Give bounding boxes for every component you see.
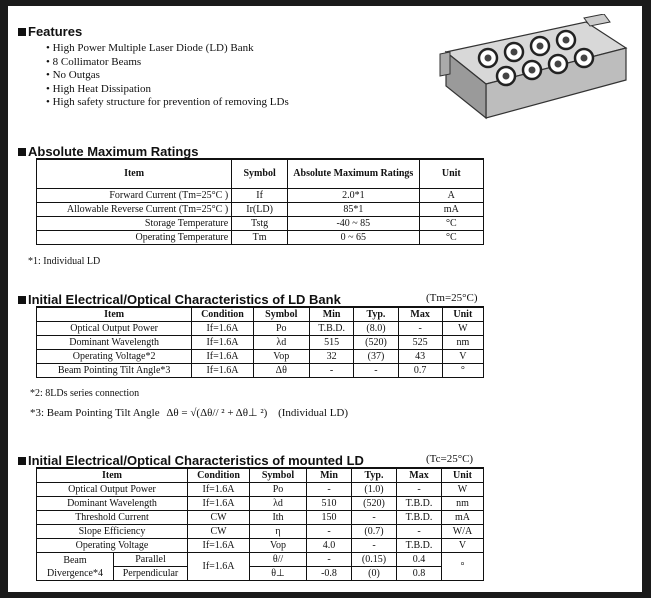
table-row: Dominant Wavelength If=1.6A λd 515 (520) 525 nm xyxy=(37,336,484,350)
table-row: Forward Current (Tm=25°C ) If 2.0*1 A xyxy=(37,189,484,203)
col-header: Item xyxy=(37,159,232,189)
table-row: Perpendicular θ⊥ -0.8 (0) 0.8 xyxy=(37,567,484,581)
table-row: Operating Voltage*2 If=1.6A Vop 32 (37) 43 V xyxy=(37,350,484,364)
table-row: Threshold Current CW Ith 150 - T.B.D. mA xyxy=(37,511,484,525)
table-row: Slope Efficiency CW η - (0.7) - W/A xyxy=(37,525,484,539)
feature-item: • No Outgas xyxy=(46,69,289,83)
square-bullet-icon xyxy=(18,28,26,36)
ld-bank-temp: (Tm=25°C) xyxy=(426,292,478,304)
ld-bank-product-image xyxy=(426,14,636,124)
col-header: Symbol xyxy=(232,159,288,189)
table-row: Dominant Wavelength If=1.6A λd 510 (520) T.B.D. nm xyxy=(37,497,484,511)
ld-bank-title: Initial Electrical/Optical Characteristics of LD Bank xyxy=(18,292,341,307)
table-row: Optical Output Power If=1.6A Po - (1.0) - W xyxy=(37,483,484,497)
ld-bank-note3: *3: Beam Pointing Tilt Angle Δθ = √(Δθ// ² + Δθ⊥ ²) (Individual LD) xyxy=(30,407,349,419)
abs-max-title: Absolute Maximum Ratings xyxy=(18,144,198,159)
table-row: Storage Temperature Tstg -40 ~ 85 °C xyxy=(37,217,484,231)
tilt-angle-formula: Δθ = √(Δθ// ² + Δθ⊥ ²) xyxy=(166,407,268,419)
ld-bank-table: Item Condition Symbol Min Typ. Max Unit Optical Output Power If=1.6A Po T.B.D. (8.0) - W Dominant Wavelength If=1.6A λd 515 (520) 525 nm Operating Voltage*2 If=1.6A Vop 32 (37) 43 V Beam Pointing Tilt Angle*3 If=1.6A Δθ - - 0.7 ° xyxy=(36,306,484,378)
ld-bank-note2: *2: 8LDs series connection xyxy=(30,388,140,399)
table-row: Allowable Reverse Current (Tm=25°C ) Ir(LD) 85*1 mA xyxy=(37,203,484,217)
mounted-title: Initial Electrical/Optical Characteristics of mounted LD xyxy=(18,453,364,468)
abs-max-note: *1: Individual LD xyxy=(28,256,101,267)
beam-divergence-label: Beam Divergence*4 xyxy=(37,553,114,581)
table-row: Optical Output Power If=1.6A Po T.B.D. (8.0) - W xyxy=(37,322,484,336)
features-list xyxy=(46,42,289,110)
square-bullet-icon xyxy=(18,148,26,156)
mounted-temp: (Tc=25°C) xyxy=(426,453,474,465)
mounted-table: Item Condition Symbol Min Typ. Max Unit Optical Output Power If=1.6A Po - (1.0) - W Dominant Wavelength If=1.6A λd 510 (520) T.B.D. nm Threshold Current CW Ith 150 - T.B.D. mA Slope Efficiency CW η - (0.7) - W/A Operating Voltage If=1.6A Vop 4.0 - T.B.D. V Beam Divergence*4 Parallel If=1.6A θ// - (0.15) 0.4 ° Perpendicular θ⊥ -0.8 (0) 0.8 xyxy=(36,467,484,581)
abs-max-table xyxy=(36,158,484,245)
col-header: Unit xyxy=(419,159,483,189)
table-row: Operating Temperature Tm 0 ~ 65 °C xyxy=(37,231,484,245)
feature-item: • High Power Multiple Laser Diode (LD) Bank xyxy=(46,42,289,56)
datasheet-page xyxy=(8,6,642,592)
feature-item: • High safety structure for prevention of removing LDs xyxy=(46,96,289,110)
square-bullet-icon xyxy=(18,296,26,304)
square-bullet-icon xyxy=(18,457,26,465)
col-header: Absolute Maximum Ratings xyxy=(288,159,420,189)
table-row: Beam Pointing Tilt Angle*3 If=1.6A Δθ - - 0.7 ° xyxy=(37,364,484,378)
feature-item: • High Heat Dissipation xyxy=(46,83,289,97)
feature-item: • 8 Collimator Beams xyxy=(46,56,289,70)
table-row: Beam Divergence*4 Parallel If=1.6A θ// - (0.15) 0.4 ° xyxy=(37,553,484,567)
table-row: Operating Voltage If=1.6A Vop 4.0 - T.B.D. V xyxy=(37,539,484,553)
features-title: Features xyxy=(18,24,82,39)
